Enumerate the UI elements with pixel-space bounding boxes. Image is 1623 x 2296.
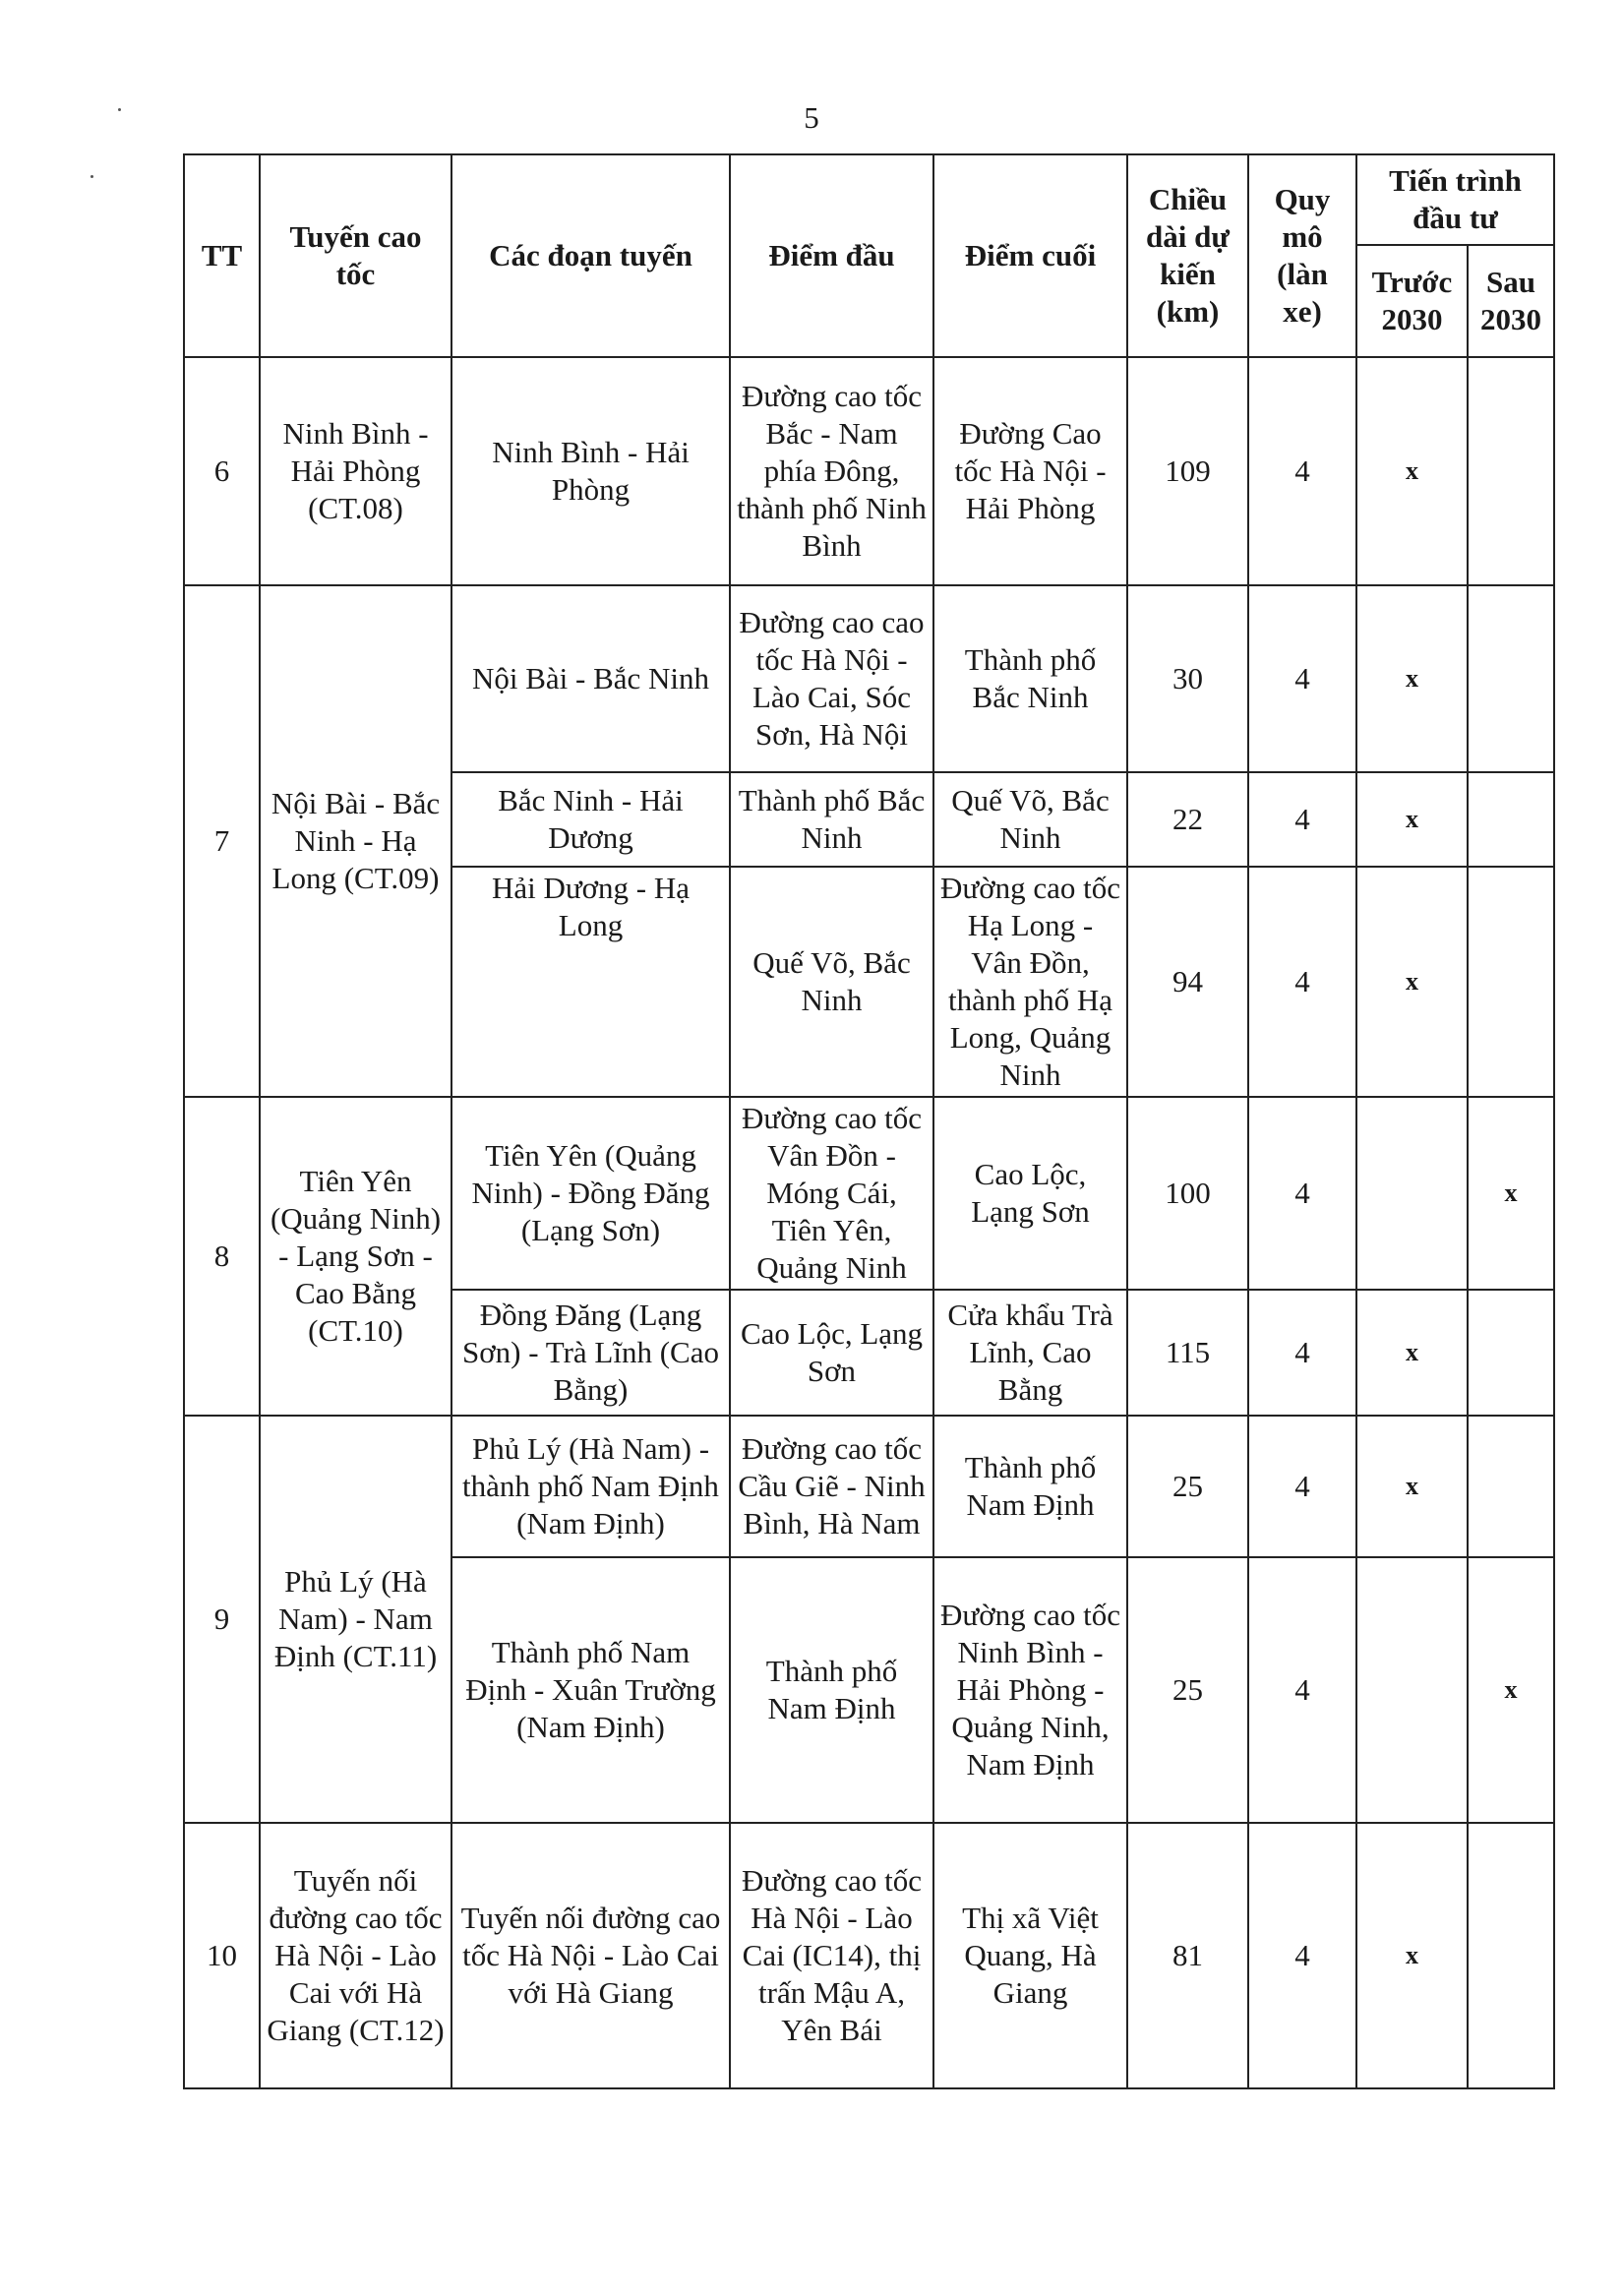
cell-end: Đường cao tốc Hạ Long - Vân Đồn, thành phố Hạ Long, Quảng Ninh bbox=[933, 867, 1127, 1097]
cell-lanes: 4 bbox=[1248, 1416, 1356, 1557]
cell-lanes: 4 bbox=[1248, 585, 1356, 772]
cell-end: Thành phố Nam Định bbox=[933, 1416, 1127, 1557]
cell-tt: 6 bbox=[184, 357, 260, 585]
header-progress: Tiến trình đầu tư bbox=[1356, 154, 1554, 245]
cell-start: Đường cao tốc Hà Nội - Lào Cai (IC14), thị trấn Mậu A, Yên Bái bbox=[730, 1823, 933, 2088]
cell-end: Thị xã Việt Quang, Hà Giang bbox=[933, 1823, 1127, 2088]
header-before-2030: Trước 2030 bbox=[1356, 245, 1468, 357]
cell-segment: Đồng Đăng (Lạng Sơn) - Trà Lĩnh (Cao Bằng) bbox=[451, 1290, 730, 1416]
cell-start: Thành phố Bắc Ninh bbox=[730, 772, 933, 867]
header-segments: Các đoạn tuyến bbox=[451, 154, 730, 357]
scan-speck bbox=[118, 108, 121, 111]
cell-after-2030: x bbox=[1468, 1097, 1554, 1290]
expressway-table bbox=[183, 153, 1555, 2089]
cell-length: 22 bbox=[1127, 772, 1248, 867]
cell-end: Thành phố Bắc Ninh bbox=[933, 585, 1127, 772]
cell-length: 94 bbox=[1127, 867, 1248, 1097]
cell-start: Đường cao tốc Vân Đồn - Móng Cái, Tiên Yên, Quảng Ninh bbox=[730, 1097, 933, 1290]
table-row bbox=[184, 1097, 1554, 1290]
cell-segment: Nội Bài - Bắc Ninh bbox=[451, 585, 730, 772]
cell-route: Tuyến nối đường cao tốc Hà Nội - Lào Cai với Hà Giang (CT.12) bbox=[260, 1823, 451, 2088]
cell-before-2030: x bbox=[1356, 585, 1468, 772]
header-end: Điểm cuối bbox=[933, 154, 1127, 357]
cell-segment: Bắc Ninh - Hải Dương bbox=[451, 772, 730, 867]
cell-start: Quế Võ, Bắc Ninh bbox=[730, 867, 933, 1097]
cell-after-2030 bbox=[1468, 1823, 1554, 2088]
cell-segment: Ninh Bình - Hải Phòng bbox=[451, 357, 730, 585]
header-after-2030: Sau 2030 bbox=[1468, 245, 1554, 357]
cell-segment: Tuyến nối đường cao tốc Hà Nội - Lào Cai với Hà Giang bbox=[451, 1823, 730, 2088]
table-row bbox=[184, 585, 1554, 772]
cell-route: Phủ Lý (Hà Nam) - Nam Định (CT.11) bbox=[260, 1416, 451, 1823]
cell-length: 100 bbox=[1127, 1097, 1248, 1290]
cell-start: Cao Lộc, Lạng Sơn bbox=[730, 1290, 933, 1416]
table-row bbox=[184, 1416, 1554, 1557]
header-length: Chiều dài dự kiến (km) bbox=[1127, 154, 1248, 357]
cell-tt: 10 bbox=[184, 1823, 260, 2088]
cell-lanes: 4 bbox=[1248, 867, 1356, 1097]
cell-route: Ninh Bình - Hải Phòng (CT.08) bbox=[260, 357, 451, 585]
cell-start: Thành phố Nam Định bbox=[730, 1557, 933, 1823]
cell-start: Đường cao tốc Cầu Giẽ - Ninh Bình, Hà Nam bbox=[730, 1416, 933, 1557]
header-route: Tuyến cao tốc bbox=[260, 154, 451, 357]
cell-tt: 8 bbox=[184, 1097, 260, 1416]
cell-before-2030: x bbox=[1356, 1416, 1468, 1557]
cell-before-2030: x bbox=[1356, 867, 1468, 1097]
cell-route: Tiên Yên (Quảng Ninh) - Lạng Sơn - Cao Bằng (CT.10) bbox=[260, 1097, 451, 1416]
cell-route: Nội Bài - Bắc Ninh - Hạ Long (CT.09) bbox=[260, 585, 451, 1097]
cell-before-2030: x bbox=[1356, 772, 1468, 867]
cell-length: 30 bbox=[1127, 585, 1248, 772]
table-row bbox=[184, 1823, 1554, 2088]
cell-lanes: 4 bbox=[1248, 1290, 1356, 1416]
cell-length: 109 bbox=[1127, 357, 1248, 585]
cell-lanes: 4 bbox=[1248, 1097, 1356, 1290]
cell-segment: Hải Dương - Hạ Long bbox=[451, 867, 730, 1097]
cell-lanes: 4 bbox=[1248, 1823, 1356, 2088]
page-number: 5 bbox=[804, 100, 819, 135]
scan-speck bbox=[90, 175, 93, 178]
cell-end: Cửa khẩu Trà Lĩnh, Cao Bằng bbox=[933, 1290, 1127, 1416]
cell-start: Đường cao tốc Bắc - Nam phía Đông, thành phố Ninh Bình bbox=[730, 357, 933, 585]
cell-after-2030 bbox=[1468, 1416, 1554, 1557]
cell-tt: 7 bbox=[184, 585, 260, 1097]
cell-before-2030 bbox=[1356, 1097, 1468, 1290]
cell-segment: Phủ Lý (Hà Nam) - thành phố Nam Định (Nam Định) bbox=[451, 1416, 730, 1557]
cell-segment: Tiên Yên (Quảng Ninh) - Đồng Đăng (Lạng Sơn) bbox=[451, 1097, 730, 1290]
cell-after-2030 bbox=[1468, 585, 1554, 772]
cell-end: Quế Võ, Bắc Ninh bbox=[933, 772, 1127, 867]
table-header bbox=[184, 154, 1554, 357]
cell-length: 115 bbox=[1127, 1290, 1248, 1416]
cell-after-2030 bbox=[1468, 1290, 1554, 1416]
cell-after-2030 bbox=[1468, 772, 1554, 867]
cell-length: 81 bbox=[1127, 1823, 1248, 2088]
cell-end: Đường cao tốc Ninh Bình - Hải Phòng - Quảng Ninh, Nam Định bbox=[933, 1557, 1127, 1823]
cell-after-2030 bbox=[1468, 867, 1554, 1097]
cell-length: 25 bbox=[1127, 1557, 1248, 1823]
header-scale: Quy mô (làn xe) bbox=[1248, 154, 1356, 357]
table-body bbox=[184, 357, 1554, 2088]
cell-lanes: 4 bbox=[1248, 772, 1356, 867]
cell-start: Đường cao cao tốc Hà Nội - Lào Cai, Sóc Sơn, Hà Nội bbox=[730, 585, 933, 772]
cell-before-2030 bbox=[1356, 1557, 1468, 1823]
cell-lanes: 4 bbox=[1248, 1557, 1356, 1823]
cell-before-2030: x bbox=[1356, 1823, 1468, 2088]
table-row bbox=[184, 357, 1554, 585]
cell-segment: Thành phố Nam Định - Xuân Trường (Nam Định) bbox=[451, 1557, 730, 1823]
cell-end: Đường Cao tốc Hà Nội - Hải Phòng bbox=[933, 357, 1127, 585]
cell-end: Cao Lộc, Lạng Sơn bbox=[933, 1097, 1127, 1290]
cell-after-2030: x bbox=[1468, 1557, 1554, 1823]
cell-after-2030 bbox=[1468, 357, 1554, 585]
cell-tt: 9 bbox=[184, 1416, 260, 1823]
header-start: Điểm đầu bbox=[730, 154, 933, 357]
cell-before-2030: x bbox=[1356, 1290, 1468, 1416]
cell-lanes: 4 bbox=[1248, 357, 1356, 585]
cell-before-2030: x bbox=[1356, 357, 1468, 585]
cell-length: 25 bbox=[1127, 1416, 1248, 1557]
header-tt: TT bbox=[184, 154, 260, 357]
